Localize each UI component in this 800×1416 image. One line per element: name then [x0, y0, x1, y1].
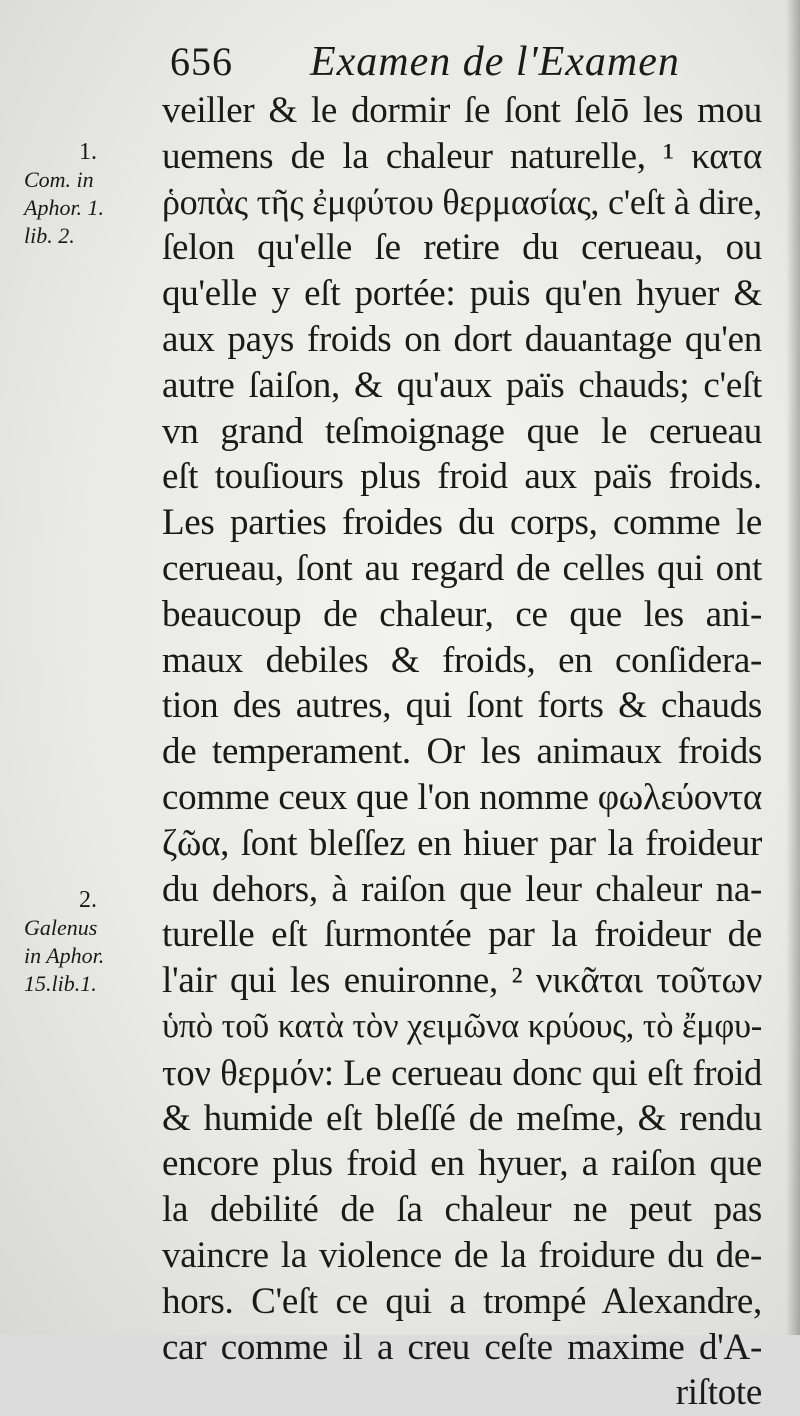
- margin-note-number: 2.: [79, 887, 97, 913]
- page-number: 656: [170, 39, 233, 84]
- text-line: ὑπὸ τοῦ κατὰ τὸν χειμῶνα κρύους, τὸ ἔμφυ-: [162, 1006, 762, 1045]
- page-header: [170, 38, 730, 90]
- page-edge-shadow: [786, 0, 800, 1335]
- margin-note-line: 15.lib.1.: [24, 971, 97, 996]
- catchword: riſtote: [675, 1372, 762, 1414]
- text-line: de temperament. Or les animaux froids: [162, 731, 762, 773]
- text-line: Les parties froides du corps, comme le: [162, 502, 762, 544]
- text-line: turelle eſt ſurmontée par la froideur de: [162, 914, 762, 956]
- margin-note-line: Aphor. 1.: [24, 195, 105, 220]
- text-line: veiller & le dormir ſe ſont ſelō les mou: [162, 90, 762, 131]
- text-line: cerueau, ſont au regard de celles qui ont: [162, 547, 762, 589]
- text-line: qu'elle y eſt portée: puis qu'en hyuer &: [162, 273, 762, 315]
- text-line: la debilité de ſa chaleur ne peut pas: [162, 1189, 762, 1231]
- text-line: maux debiles & froids, en conſidera-: [162, 639, 762, 681]
- text-line: encore plus froid en hyuer, a raiſon que: [162, 1143, 762, 1185]
- body-text: [162, 88, 762, 1416]
- text-line: & humide eſt bleſſé de meſme, & rendu: [162, 1097, 762, 1139]
- text-line: ῥοπὰς τῆς ἐμφύτου θερμασίας, c'eſt à dire,: [162, 181, 762, 222]
- margin-note-number: 1.: [79, 139, 97, 165]
- text-line: comme ceux que l'on nomme φωλεύοντα: [162, 776, 762, 818]
- text-line: du dehors, à raiſon que leur chaleur na-: [162, 868, 762, 910]
- text-line: aux pays froids on dort dauantage qu'en: [162, 318, 762, 360]
- margin-note-line: lib. 2.: [24, 223, 75, 248]
- margin-note-line: Com. in: [24, 167, 94, 192]
- text-line: tion des autres, qui ſont forts & chauds: [162, 685, 762, 727]
- text-line: τον θερμόν: Le cerueau donc qui eſt froid: [162, 1051, 762, 1093]
- text-line: car comme il a creu ceſte maxime d'A-: [162, 1326, 762, 1368]
- margin-note-line: in Aphor.: [24, 943, 105, 968]
- text-line: uemens de la chaleur naturelle, ¹ κατα: [162, 135, 762, 177]
- text-line: ζῶα, ſont bleſſez en hiuer par la froideur: [162, 822, 762, 864]
- text-line: vn grand teſmoignage que le cerueau: [162, 410, 762, 452]
- text-line: ſelon qu'elle ſe retire du cerueau, ou: [162, 227, 762, 269]
- text-line: vaincre la violence de la froidure du de-: [162, 1234, 762, 1276]
- text-line: beaucoup de chaleur, ce que les ani-: [162, 593, 762, 635]
- margin-note-1: [24, 138, 152, 250]
- text-line: eſt touſiours plus froid aux païs froids.: [162, 456, 762, 498]
- text-line: hors. C'eſt ce qui a trompé Alexandre,: [162, 1280, 762, 1322]
- margin-note-line: Galenus: [24, 915, 98, 940]
- running-title: Examen de l'Examen: [310, 39, 680, 85]
- text-line: l'air qui les enuironne, ² νικᾶται τοῦτων: [162, 960, 762, 1002]
- text-line: autre ſaiſon, & qu'aux païs chauds; c'eſt: [162, 364, 762, 406]
- margin-note-2: [24, 886, 152, 998]
